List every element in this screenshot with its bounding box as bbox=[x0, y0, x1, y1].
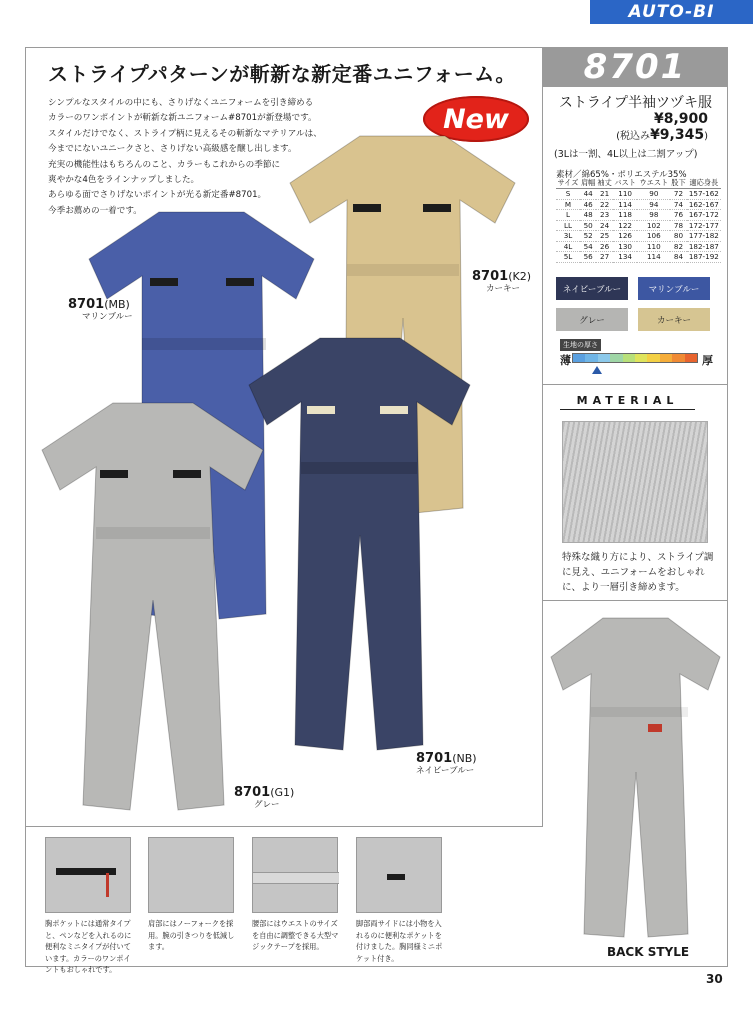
detail-waist-image bbox=[252, 837, 338, 913]
size-cell: 23 bbox=[596, 210, 612, 221]
thickness-scale bbox=[572, 353, 698, 363]
size-row bbox=[556, 220, 721, 231]
size-cell: S bbox=[556, 189, 580, 200]
coverall-navy-image bbox=[245, 330, 475, 755]
fabric-swatch-image bbox=[562, 421, 708, 543]
swatch-marine: マリンブルー bbox=[638, 277, 710, 300]
size-cell: L bbox=[556, 210, 580, 221]
label-khaki: 8701(K2) カーキー bbox=[472, 269, 531, 294]
intro-line: 今までにないユニークさと、さりげない高級感を醸し出します。 bbox=[48, 144, 297, 155]
detail-shoulder-image bbox=[148, 837, 234, 913]
size-row bbox=[556, 189, 721, 200]
size-cell: 134 bbox=[613, 252, 638, 263]
size-surcharge-note: (3Lは一割、4L以上は二割アップ) bbox=[554, 149, 698, 160]
material-description: 特殊な織り方により、ストライプ調に見え、ユニフォームをおしゃれに、より一層引き締めます。 bbox=[562, 552, 714, 593]
size-row bbox=[556, 210, 721, 221]
divider bbox=[25, 826, 543, 827]
size-cell: LL bbox=[556, 220, 580, 231]
back-style-label: BACK STYLE bbox=[607, 945, 690, 959]
size-cell: 167-172 bbox=[687, 210, 721, 221]
intro-line: 充実の機能性はもちろんのこと、カラーもこれからの季節に bbox=[48, 159, 281, 170]
new-badge: New bbox=[423, 96, 529, 142]
size-row bbox=[556, 231, 721, 242]
detail-shoulder-text: 肩部にはノーフォークを採用。腕の引きつりを低減します。 bbox=[148, 919, 235, 951]
size-cell: 118 bbox=[613, 210, 638, 221]
size-cell: 78 bbox=[670, 220, 686, 231]
size-cell: 130 bbox=[613, 241, 638, 252]
coverall-gray-image bbox=[38, 395, 268, 815]
swatch-khaki: カーキー bbox=[638, 308, 710, 331]
size-cell: 84 bbox=[670, 252, 686, 263]
detail-waist-text: 腰部にはウエストのサイズを自由に調整できる大型マジックテープを採用。 bbox=[252, 919, 339, 951]
intro-line: スタイルだけでなく、ストライプ柄に見えるその斬新なマテリアルは、 bbox=[48, 128, 322, 139]
price: ¥8,900 bbox=[653, 111, 708, 127]
intro-line: 今季お薦めの一着です。 bbox=[48, 205, 142, 216]
size-cell: 80 bbox=[670, 231, 686, 242]
size-cell: 110 bbox=[613, 189, 638, 200]
size-cell: 24 bbox=[596, 220, 612, 231]
size-cell: 27 bbox=[596, 252, 612, 263]
size-cell: 106 bbox=[637, 231, 670, 242]
size-cell: 5L bbox=[556, 252, 580, 263]
size-cell: 126 bbox=[613, 231, 638, 242]
intro-line: あらゆる面でさりげないポイントが光る新定番#8701。 bbox=[48, 190, 267, 201]
material-composition: 素材／綿65%・ポリエステル35% bbox=[556, 170, 687, 180]
label-navy: 8701(NB) ネイビーブルー bbox=[416, 751, 477, 776]
size-cell: 76 bbox=[670, 210, 686, 221]
swatch-gray: グレー bbox=[556, 308, 628, 331]
detail-chest-pocket-text: 胸ポケットには通常タイプと、ペンなどを入れるのに便利なミニタイプが付いています。カラーのワンポイントもおしゃれです。 bbox=[45, 919, 132, 974]
size-cell: 90 bbox=[637, 189, 670, 200]
size-cell: 3L bbox=[556, 231, 580, 242]
size-cell: 114 bbox=[637, 252, 670, 263]
size-cell: 4L bbox=[556, 241, 580, 252]
label-gray: 8701(G1) グレー bbox=[234, 785, 295, 810]
intro-line: 爽やかな4色をラインナップしました。 bbox=[48, 175, 200, 186]
size-table-header: サイズ 肩幅 袖丈 バスト ウエスト 股下 適応身長 bbox=[556, 178, 721, 189]
page-number: 30 bbox=[706, 972, 723, 986]
divider bbox=[542, 384, 728, 385]
product-spec bbox=[552, 92, 722, 180]
size-cell: 172-177 bbox=[687, 220, 721, 231]
size-cell: 22 bbox=[596, 199, 612, 210]
divider bbox=[542, 600, 728, 601]
detail-chest-pocket-image bbox=[45, 837, 131, 913]
size-cell: 21 bbox=[596, 189, 612, 200]
size-cell: 110 bbox=[637, 241, 670, 252]
detail-leg-pocket-text: 脚部両サイドには小物を入れるのに便利なポケットを付けました。胸同様ミニポケット付き。 bbox=[356, 919, 443, 963]
tax-price: (税込み¥9,345) bbox=[616, 127, 708, 143]
size-table bbox=[556, 178, 721, 263]
size-cell: 72 bbox=[670, 189, 686, 200]
size-cell: 187-192 bbox=[687, 252, 721, 263]
thickness-thick: 厚 bbox=[702, 354, 713, 367]
size-cell: 56 bbox=[580, 252, 596, 263]
size-cell: M bbox=[556, 199, 580, 210]
product-name: ストライプ半袖ツヅキ服 bbox=[558, 95, 712, 111]
size-cell: 46 bbox=[580, 199, 596, 210]
thickness-thin: 薄 bbox=[560, 354, 571, 367]
size-cell: 157-162 bbox=[687, 189, 721, 200]
size-cell: 98 bbox=[637, 210, 670, 221]
size-row bbox=[556, 252, 721, 263]
size-cell: 182-187 bbox=[687, 241, 721, 252]
model-number: 8701 bbox=[583, 47, 687, 87]
label-marine: 8701(MB) マリンブルー bbox=[68, 297, 133, 322]
size-cell: 82 bbox=[670, 241, 686, 252]
size-cell: 94 bbox=[637, 199, 670, 210]
intro-line: カラーのワンポイントが斬新な新ユニフォーム#8701が新登場です。 bbox=[48, 113, 317, 124]
size-cell: 162-167 bbox=[687, 199, 721, 210]
size-cell: 54 bbox=[580, 241, 596, 252]
size-cell: 26 bbox=[596, 241, 612, 252]
size-row bbox=[556, 199, 721, 210]
thickness-label: 生地の厚さ bbox=[560, 339, 601, 351]
swatch-navy: ネイビーブルー bbox=[556, 277, 628, 300]
model-number-box bbox=[542, 47, 728, 87]
headline: ストライプパターンが斬新な新定番ユニフォーム。 bbox=[48, 62, 516, 86]
size-cell: 102 bbox=[637, 220, 670, 231]
size-cell: 25 bbox=[596, 231, 612, 242]
intro-line: シンプルなスタイルの中にも、さりげなくユニフォームを引き締める bbox=[48, 98, 314, 108]
size-cell: 52 bbox=[580, 231, 596, 242]
material-title: MATERIAL bbox=[560, 394, 695, 410]
size-cell: 74 bbox=[670, 199, 686, 210]
back-style-image bbox=[548, 612, 723, 940]
brand-tab: AUTO-BI bbox=[590, 0, 753, 24]
size-cell: 50 bbox=[580, 220, 596, 231]
size-cell: 44 bbox=[580, 189, 596, 200]
detail-leg-pocket-image bbox=[356, 837, 442, 913]
size-cell: 122 bbox=[613, 220, 638, 231]
size-cell: 48 bbox=[580, 210, 596, 221]
size-cell: 114 bbox=[613, 199, 638, 210]
size-row bbox=[556, 241, 721, 252]
thickness-marker bbox=[592, 366, 602, 374]
size-cell: 177-182 bbox=[687, 231, 721, 242]
